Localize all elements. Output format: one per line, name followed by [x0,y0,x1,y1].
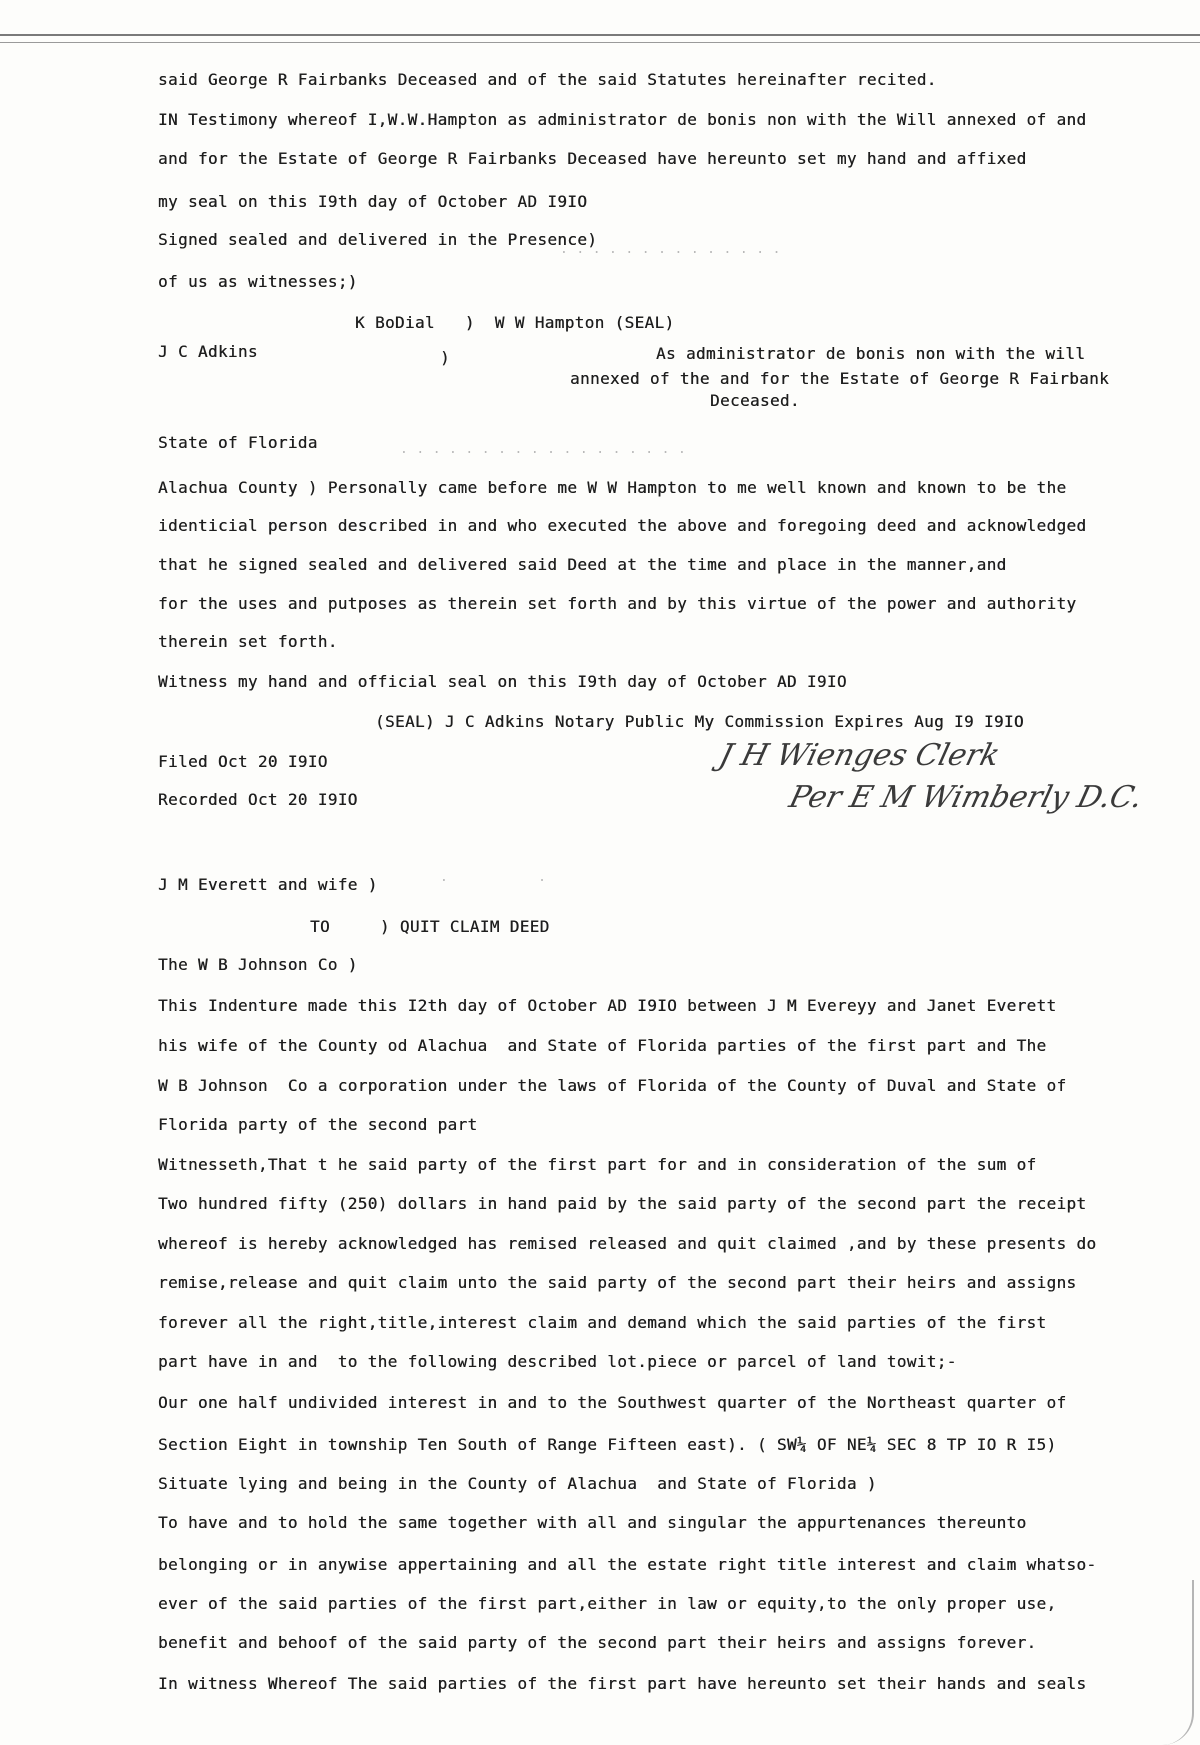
doc-line: his wife of the County od Alachua and State of Florida parties of the first part and The [158,1036,1047,1055]
doc-line: part have in and to the following described lot.piece or parcel of land towit;- [158,1352,957,1371]
doc-line: IN Testimony whereof I,W.W.Hampton as administrator de bonis non with the Will annexed of and [158,110,1087,129]
filed-date: Filed Oct 20 I9IO [158,752,328,771]
property-description-line: Section Eight in township Ten South of Range Fifteen east). ( SW¼ OF NE¼ SEC 8 TP IO R I5) [158,1435,1057,1454]
recorded-date: Recorded Oct 20 I9IO [158,790,358,809]
doc-line: In witness Whereof The said parties of the first part have hereunto set their hands and seals [158,1674,1087,1693]
doc-line: As administrator de bonis non with the will [656,344,1086,363]
doc-line: Deceased. [710,391,800,410]
page-corner-curl [1162,1580,1194,1745]
bracket-mark: ) [440,348,450,367]
deed-type-heading: TO ) QUIT CLAIM DEED [310,917,550,936]
doc-line: Florida party of the second part [158,1115,478,1134]
doc-line: benefit and behoof of the said party of the second part their heirs and assigns forever. [158,1633,1037,1652]
doc-line: whereof is hereby acknowledged has remised released and quit claimed ,and by these presents do [158,1234,1097,1253]
doc-line: To have and to hold the same together with all and singular the appurtenances thereunto [158,1513,1027,1532]
doc-line: that he signed sealed and delivered said Deed at the time and place in the manner,and [158,555,1007,574]
grantee-line: The W B Johnson Co ) [158,955,358,974]
doc-line: and for the Estate of George R Fairbanks Deceased have hereunto set my hand and affixed [158,149,1027,168]
doc-line: This Indenture made this I2th day of October AD I9IO between J M Evereyy and Janet Everett [158,996,1057,1015]
doc-line: Signed sealed and delivered in the Presence) [158,230,598,249]
witness-name: J C Adkins [158,342,258,361]
doc-line: Alachua County ) Personally came before me W W Hampton to me well known and known to be the [158,478,1067,497]
grantor-line: J M Everett and wife ) [158,875,378,894]
doc-line: Our one half undivided interest in and to the Southwest quarter of the Northeast quarter of [158,1393,1067,1412]
bleed-through-text: . . [440,870,547,885]
doc-line: my seal on this I9th day of October AD I9IO [158,192,588,211]
doc-line: remise,release and quit claim unto the said party of the second part their heirs and assigns [158,1273,1077,1292]
doc-line: Situate lying and being in the County of Alachua and State of Florida ) [158,1474,877,1493]
doc-line: therein set forth. [158,632,338,651]
top-rule [0,34,1200,36]
doc-line: W B Johnson Co a corporation under the laws of Florida of the County of Duval and State of [158,1076,1067,1095]
notary-line: (SEAL) J C Adkins Notary Public My Commission Expires Aug I9 I9IO [375,712,1024,731]
deputy-clerk-signature: Per E M Wimberly D.C. [785,780,1147,815]
doc-line: Witness my hand and official seal on this I9th day of October AD I9IO [158,672,847,691]
bleed-through-text: . . . . . . . . . . . . . . . . . . [400,442,687,457]
doc-line: Witnesseth,That t he said party of the first part for and in consideration of the sum of [158,1155,1037,1174]
witness-signature-line: K BoDial ) W W Hampton (SEAL) [355,313,675,332]
bleed-through-text: . . . . . . . . . . . . . . [560,242,781,257]
doc-line: Two hundred fifty (250) dollars in hand paid by the said party of the second part the receipt [158,1194,1087,1213]
doc-line: for the uses and putposes as therein set forth and by this virtue of the power and authority [158,594,1077,613]
doc-line: forever all the right,title,interest claim and demand which the said parties of the first [158,1313,1047,1332]
top-rule-secondary [0,42,1200,43]
doc-line: identicial person described in and who executed the above and foregoing deed and acknowledged [158,516,1087,535]
doc-line: ever of the said parties of the first part,either in law or equity,to the only proper use, [158,1594,1057,1613]
doc-line: of us as witnesses;) [158,272,358,291]
clerk-signature: J H Wienges Clerk [715,738,1004,773]
doc-line: annexed of the and for the Estate of George R Fairbank [570,369,1110,388]
doc-line: State of Florida [158,433,318,452]
doc-line: belonging or in anywise appertaining and all the estate right title interest and claim whatso- [158,1555,1097,1574]
doc-line: said George R Fairbanks Deceased and of the said Statutes hereinafter recited. [158,70,937,89]
